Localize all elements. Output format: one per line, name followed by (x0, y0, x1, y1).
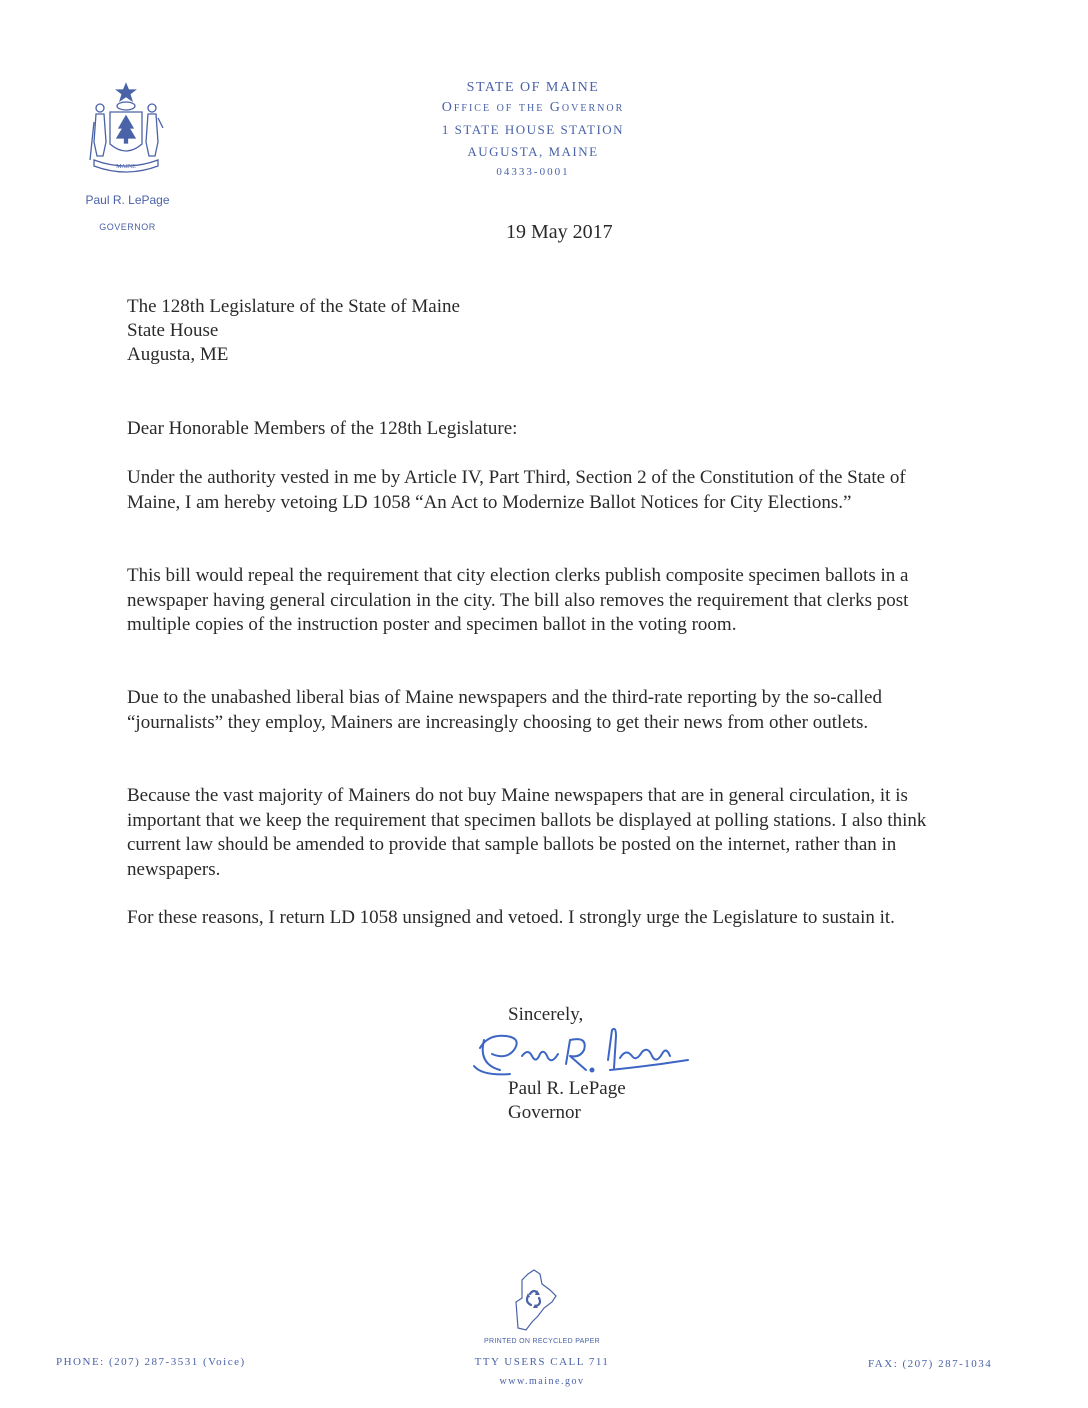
recycled-paper-note: PRINTED ON RECYCLED PAPER (484, 1338, 600, 1345)
body-paragraph: Due to the unabashed liberal bias of Maine newspapers and the third-rate reporting by the so-called “journalists” they employ, Mainers are increasingly choosing to get their news from other outlets. (127, 687, 882, 733)
letterhead-street: 1 STATE HOUSE STATION (441, 122, 625, 137)
governor-name: Paul R. LePage (85, 193, 170, 207)
signer-name: Paul R. LePage (508, 1078, 626, 1099)
governor-title: GOVERNOR (99, 222, 156, 232)
seal-motto: MAINE (116, 164, 136, 170)
signer-title: Governor (508, 1102, 581, 1123)
letterhead-city: AUGUSTA, MAINE (467, 144, 599, 159)
state-seal-icon (86, 82, 166, 174)
footer-website: www.maine.gov (499, 1376, 585, 1387)
signature-image (470, 1020, 695, 1084)
footer-tty: TTY USERS CALL 711 (474, 1356, 610, 1368)
letterhead-zip: 04333-0001 (496, 166, 570, 178)
body-paragraph: For these reasons, I return LD 1058 unsigned and vetoed. I strongly urge the Legislature to sustain it. (127, 907, 895, 928)
recycle-maine-map-icon (508, 1268, 560, 1334)
recipient-line: The 128th Legislature of the State of Maine (127, 296, 460, 317)
footer-fax: FAX: (207) 287-1034 (868, 1358, 993, 1370)
recipient-line: Augusta, ME (127, 344, 229, 365)
body-paragraph: This bill would repeal the requirement that city election clerks publish composite specimen ballots in a newspaper having general circulation in the city. The bill also removes the requirement that clerks post multiple copies of the instruction poster and specimen ballot in the voting room. (127, 565, 909, 635)
body-paragraph: Under the authority vested in me by Article IV, Part Third, Section 2 of the Constitution of the State of Maine, I am hereby vetoing LD 1058 “An Act to Modernize Ballot Notices for City Elections.” (127, 467, 906, 513)
footer-phone: PHONE: (207) 287-3531 (Voice) (56, 1356, 246, 1368)
recipient-line: State House (127, 320, 219, 341)
valediction: Sincerely, (508, 1004, 584, 1025)
letter-date: 19 May 2017 (506, 221, 613, 243)
letterhead-state: STATE OF MAINE (466, 80, 600, 95)
salutation: Dear Honorable Members of the 128th Legislature: (127, 418, 518, 439)
body-paragraph: Because the vast majority of Mainers do not buy Maine newspapers that are in general circulation, it is important that we keep the requirement that specimen ballots be displayed at polling stations. I also think current law should be amended to provide that sample ballots be posted on the internet, rather than in newspapers. (127, 785, 927, 880)
letterhead-office: Office of the Governor (441, 100, 625, 115)
